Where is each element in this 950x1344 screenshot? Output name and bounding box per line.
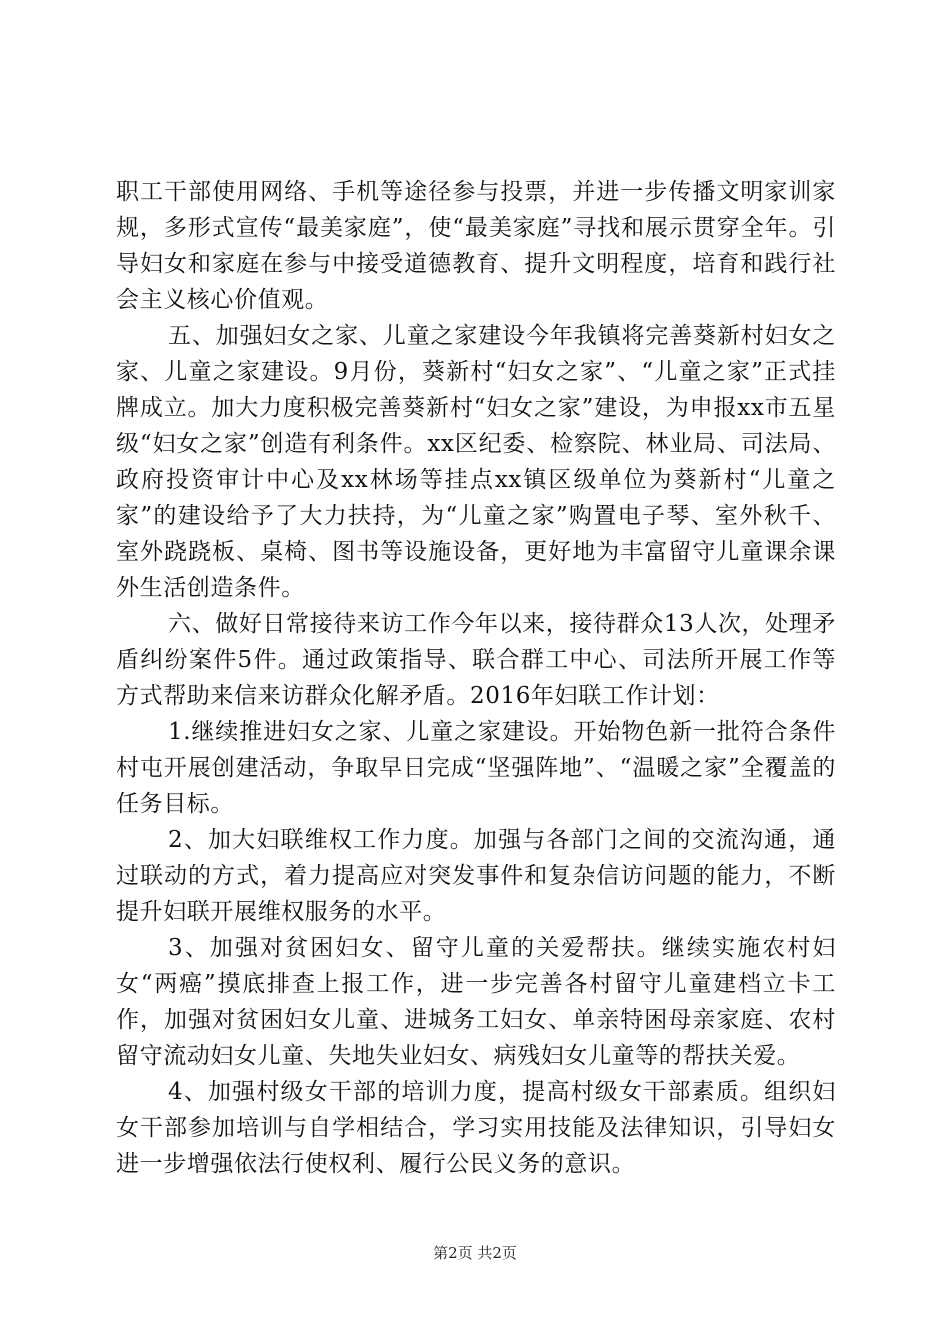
paragraph-section-five: 五、加强妇女之家、儿童之家建设今年我镇将完善葵新村妇女之家、儿童之家建设。9月份，葵新村“妇女之家”、“儿童之家”正式挂牌成立。加大力度积极完善葵新村“妇女之家”建设，为申报xx市五星级“妇女之家”创造有利条件。xx区纪委、检察院、林业局、司法局、政府投资审计中心及xx林场等挂点xx镇区级单位为葵新村“儿童之家”的建设给予了大力扶持，为“儿童之家”购置电子琴、室外秋千、室外跷跷板、桌椅、图书等设施设备，更好地为丰富留守儿童课余课外生活创造条件。 xyxy=(116,323,836,601)
paragraph-plan-item-3: 3、加强对贫困妇女、留守儿童的关爱帮扶。继续实施农村妇女“两癌”摸底排查上报工作，进一步完善各村留守儿童建档立卡工作，加强对贫困妇女儿童、进城务工妇女、单亲特困母亲家庭、农村留守流动妇女儿童、失地失业妇女、病残妇女儿童等的帮扶关爱。 xyxy=(116,935,836,1069)
document-body xyxy=(116,174,836,1182)
paragraph-section-six: 六、做好日常接待来访工作今年以来，接待群众13人次，处理矛盾纠纷案件5件。通过政策指导、联合群工中心、司法所开展工作等方式帮助来信来访群众化解矛盾。2016年妇联工作计划： xyxy=(116,611,836,709)
page-number-label: 第2页 共2页 xyxy=(433,1244,517,1262)
paragraph-plan-item-4: 4、加强村级女干部的培训力度，提高村级女干部素质。组织妇女干部参加培训与自学相结合，学习实用技能及法律知识，引导妇女进一步增强依法行使权利、履行公民义务的意识。 xyxy=(116,1079,836,1177)
paragraph-plan-item-2: 2、加大妇联维权工作力度。加强与各部门之间的交流沟通，通过联动的方式，着力提高应对突发事件和复杂信访问题的能力，不断提升妇联开展维权服务的水平。 xyxy=(116,827,836,925)
paragraph-plan-item-1: 1.继续推进妇女之家、儿童之家建设。开始物色新一批符合条件村屯开展创建活动，争取早日完成“坚强阵地”、“温暖之家”全覆盖的任务目标。 xyxy=(116,719,836,817)
paragraph-continuation: 职工干部使用网络、手机等途径参与投票，并进一步传播文明家训家规，多形式宣传“最美家庭”，使“最美家庭”寻找和展示贯穿全年。引导妇女和家庭在参与中接受道德教育、提升文明程度，培育和践行社会主义核心价值观。 xyxy=(116,179,836,313)
page-footer xyxy=(0,1243,950,1263)
